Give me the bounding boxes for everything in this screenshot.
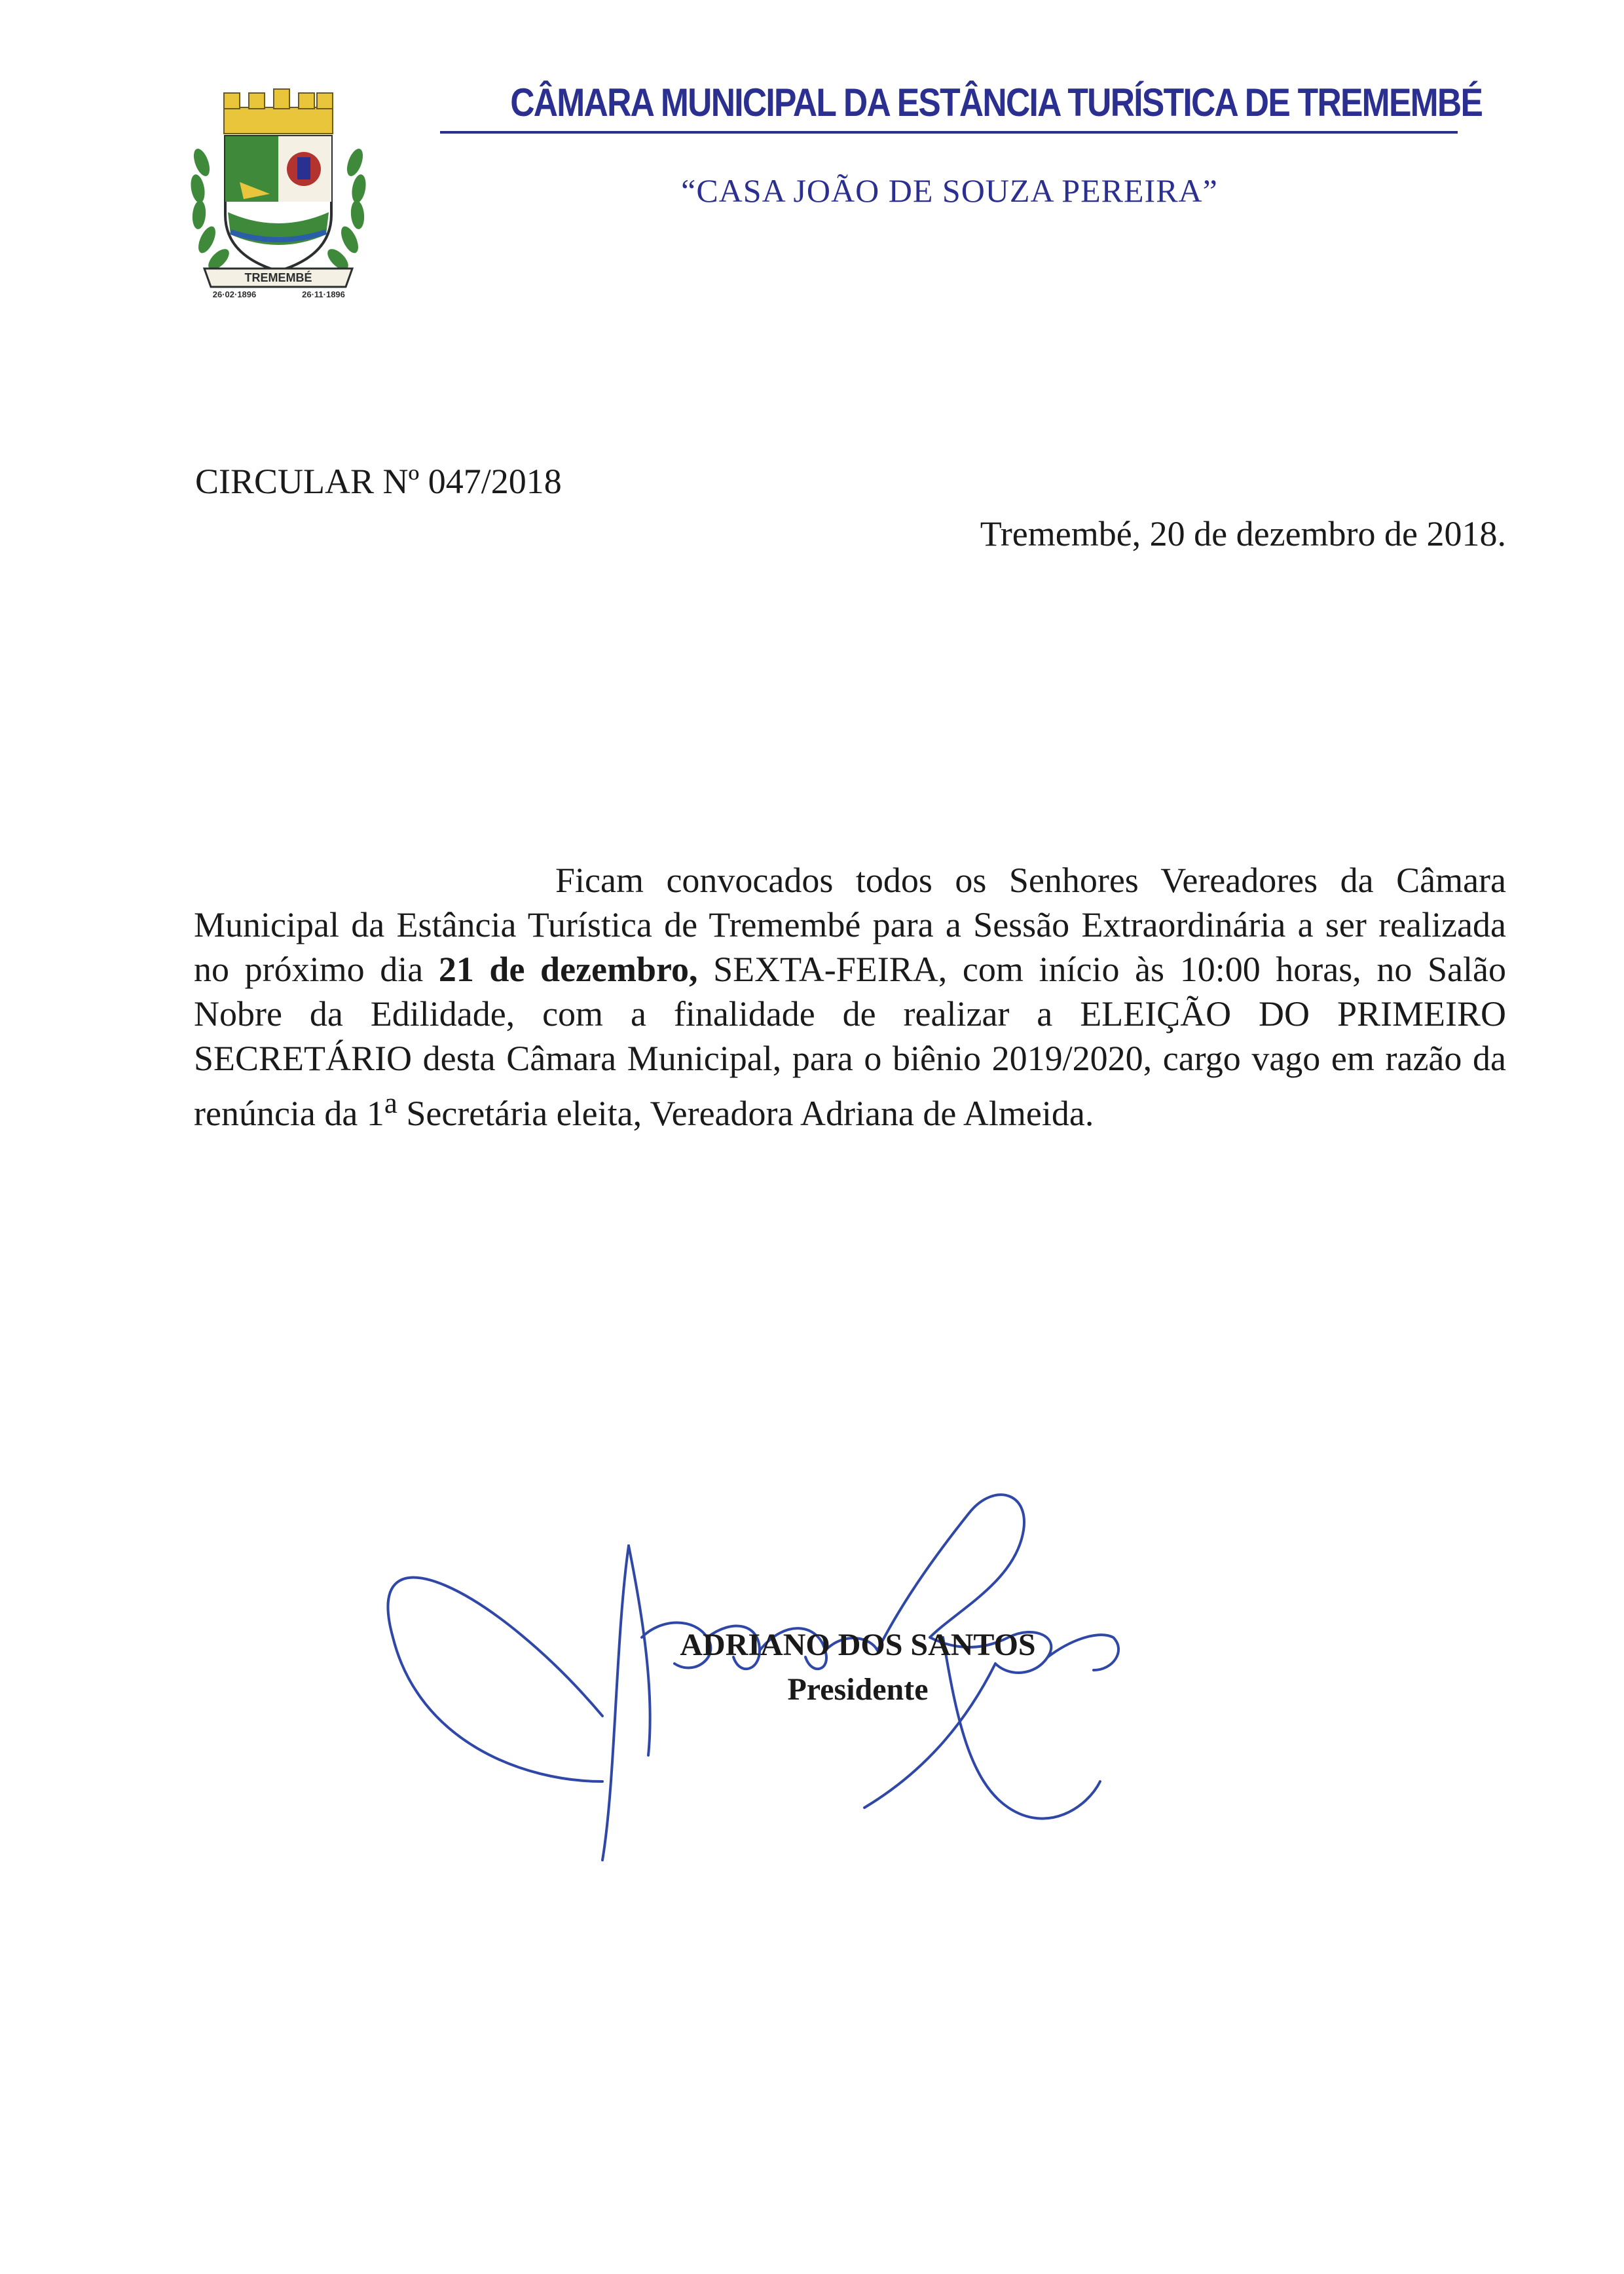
convocation-paragraph bbox=[194, 858, 1506, 1136]
signer-role: Presidente bbox=[787, 1672, 929, 1707]
house-name: “CASA JOÃO DE SOUZA PEREIRA” bbox=[681, 172, 1218, 209]
date-line: Tremembé, 20 de dezembro de 2018. bbox=[980, 514, 1506, 553]
paragraph-part-1: Ficam convocados todos os Senhores Vereadores da Câmara Municipal da Estância Turística de Tremembé para a Sessão Extraordinária a ser realizada no próximo dia bbox=[194, 861, 1506, 989]
handwritten-signature bbox=[367, 1441, 1153, 1886]
organization-title: CÂMARA MUNICIPAL DA ESTÂNCIA TURÍSTICA DE TREMEMBÉ bbox=[510, 81, 1483, 124]
crest-banner-text: TREMEMBÉ bbox=[244, 271, 312, 284]
mural-crown bbox=[224, 89, 333, 134]
title-underline bbox=[440, 131, 1458, 134]
paragraph-part-3: Secretária eleita, Vereadora Adriana de Almeida. bbox=[397, 1094, 1094, 1133]
crest-right-date: 26·11·1896 bbox=[302, 289, 345, 299]
signer-name: ADRIANO DOS SANTOS bbox=[680, 1628, 1036, 1662]
circular-number: CIRCULAR Nº 047/2018 bbox=[195, 462, 562, 501]
paragraph-bold-date: 21 de dezembro, bbox=[438, 950, 698, 989]
crest-left-date: 26·02·1896 bbox=[212, 289, 257, 299]
paragraph-part-2: SEXTA-FEIRA, com início às 10:00 horas, no Salão Nobre da Edilidade, com a finalidade de realizar a ELEIÇÃO DO PRIMEIRO SECRETÁRIO desta Câmara Municipal, para o biênio 2019/2020, cargo vago em razão da renúncia da 1 bbox=[194, 950, 1506, 1133]
paragraph-superscript: a bbox=[384, 1087, 397, 1119]
coat-of-arms-logo bbox=[185, 84, 372, 301]
